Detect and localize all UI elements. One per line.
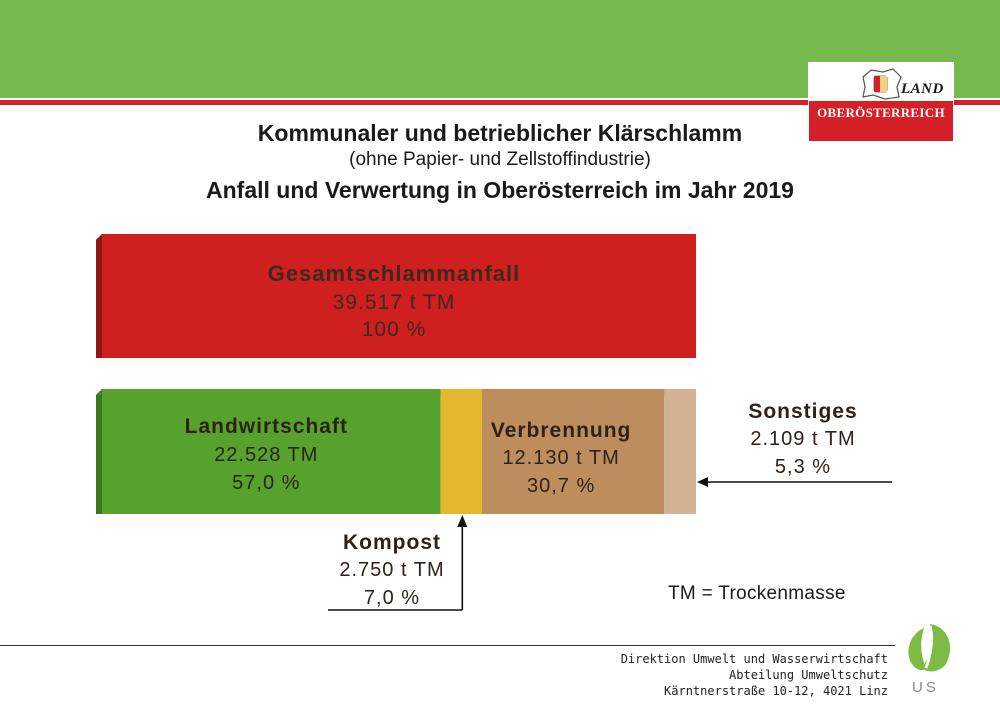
landwirtschaft-value: 22.528 TM bbox=[214, 444, 319, 466]
footer-divider bbox=[0, 645, 895, 646]
sonstiges-value: 2.109 t TM bbox=[750, 428, 856, 450]
kompost-value: 2.750 t TM bbox=[339, 559, 445, 581]
us-logo-icon bbox=[900, 620, 960, 700]
sonstiges-label: Sonstiges bbox=[748, 400, 858, 423]
total-bar-value: 39.517 t TM bbox=[332, 291, 456, 314]
sonstiges-arrow-head bbox=[697, 477, 708, 487]
verbrennung-value: 12.130 t TM bbox=[502, 447, 620, 469]
kompost-arrow-head bbox=[457, 515, 467, 527]
total-bar-percent: 100 % bbox=[361, 318, 427, 341]
us-logo-text: US bbox=[912, 679, 939, 696]
logo-name-text: OBERÖSTERREICH bbox=[817, 105, 945, 120]
abbreviation-note: TM = Trockenmasse bbox=[668, 583, 846, 604]
stacked-bar-side-edge bbox=[96, 389, 102, 514]
page-subtitle: (ohne Papier- und Zellstoffindustrie) bbox=[349, 149, 651, 170]
sonstiges-percent: 5,3 % bbox=[774, 456, 832, 478]
footer-line-1: Direktion Umwelt und Wasserwirtschaft bbox=[620, 652, 888, 666]
verbrennung-percent: 30,7 % bbox=[526, 475, 596, 497]
kompost-label: Kompost bbox=[343, 531, 441, 554]
verbrennung-label: Verbrennung bbox=[490, 419, 632, 442]
footer-address bbox=[621, 651, 888, 699]
landwirtschaft-percent: 57,0 % bbox=[232, 472, 301, 494]
segment-bar-kompost bbox=[441, 389, 482, 514]
footer-line-2: Abteilung Umweltschutz bbox=[729, 668, 888, 682]
chart-title: Anfall und Verwertung in Oberösterreich im Jahr 2019 bbox=[206, 177, 794, 203]
page-title: Kommunaler und betrieblicher Klärschlamm bbox=[257, 120, 743, 146]
kompost-percent: 7,0 % bbox=[363, 587, 421, 609]
footer-line-3: Kärntnerstraße 10-12, 4021 Linz bbox=[664, 684, 888, 698]
landwirtschaft-label: Landwirtschaft bbox=[184, 415, 348, 438]
segment-bar-sonstiges bbox=[664, 389, 696, 514]
logo-land-text: LAND bbox=[901, 81, 944, 97]
total-bar-side-edge bbox=[96, 234, 102, 358]
total-bar-label: Gesamtschlammanfall bbox=[267, 261, 521, 286]
